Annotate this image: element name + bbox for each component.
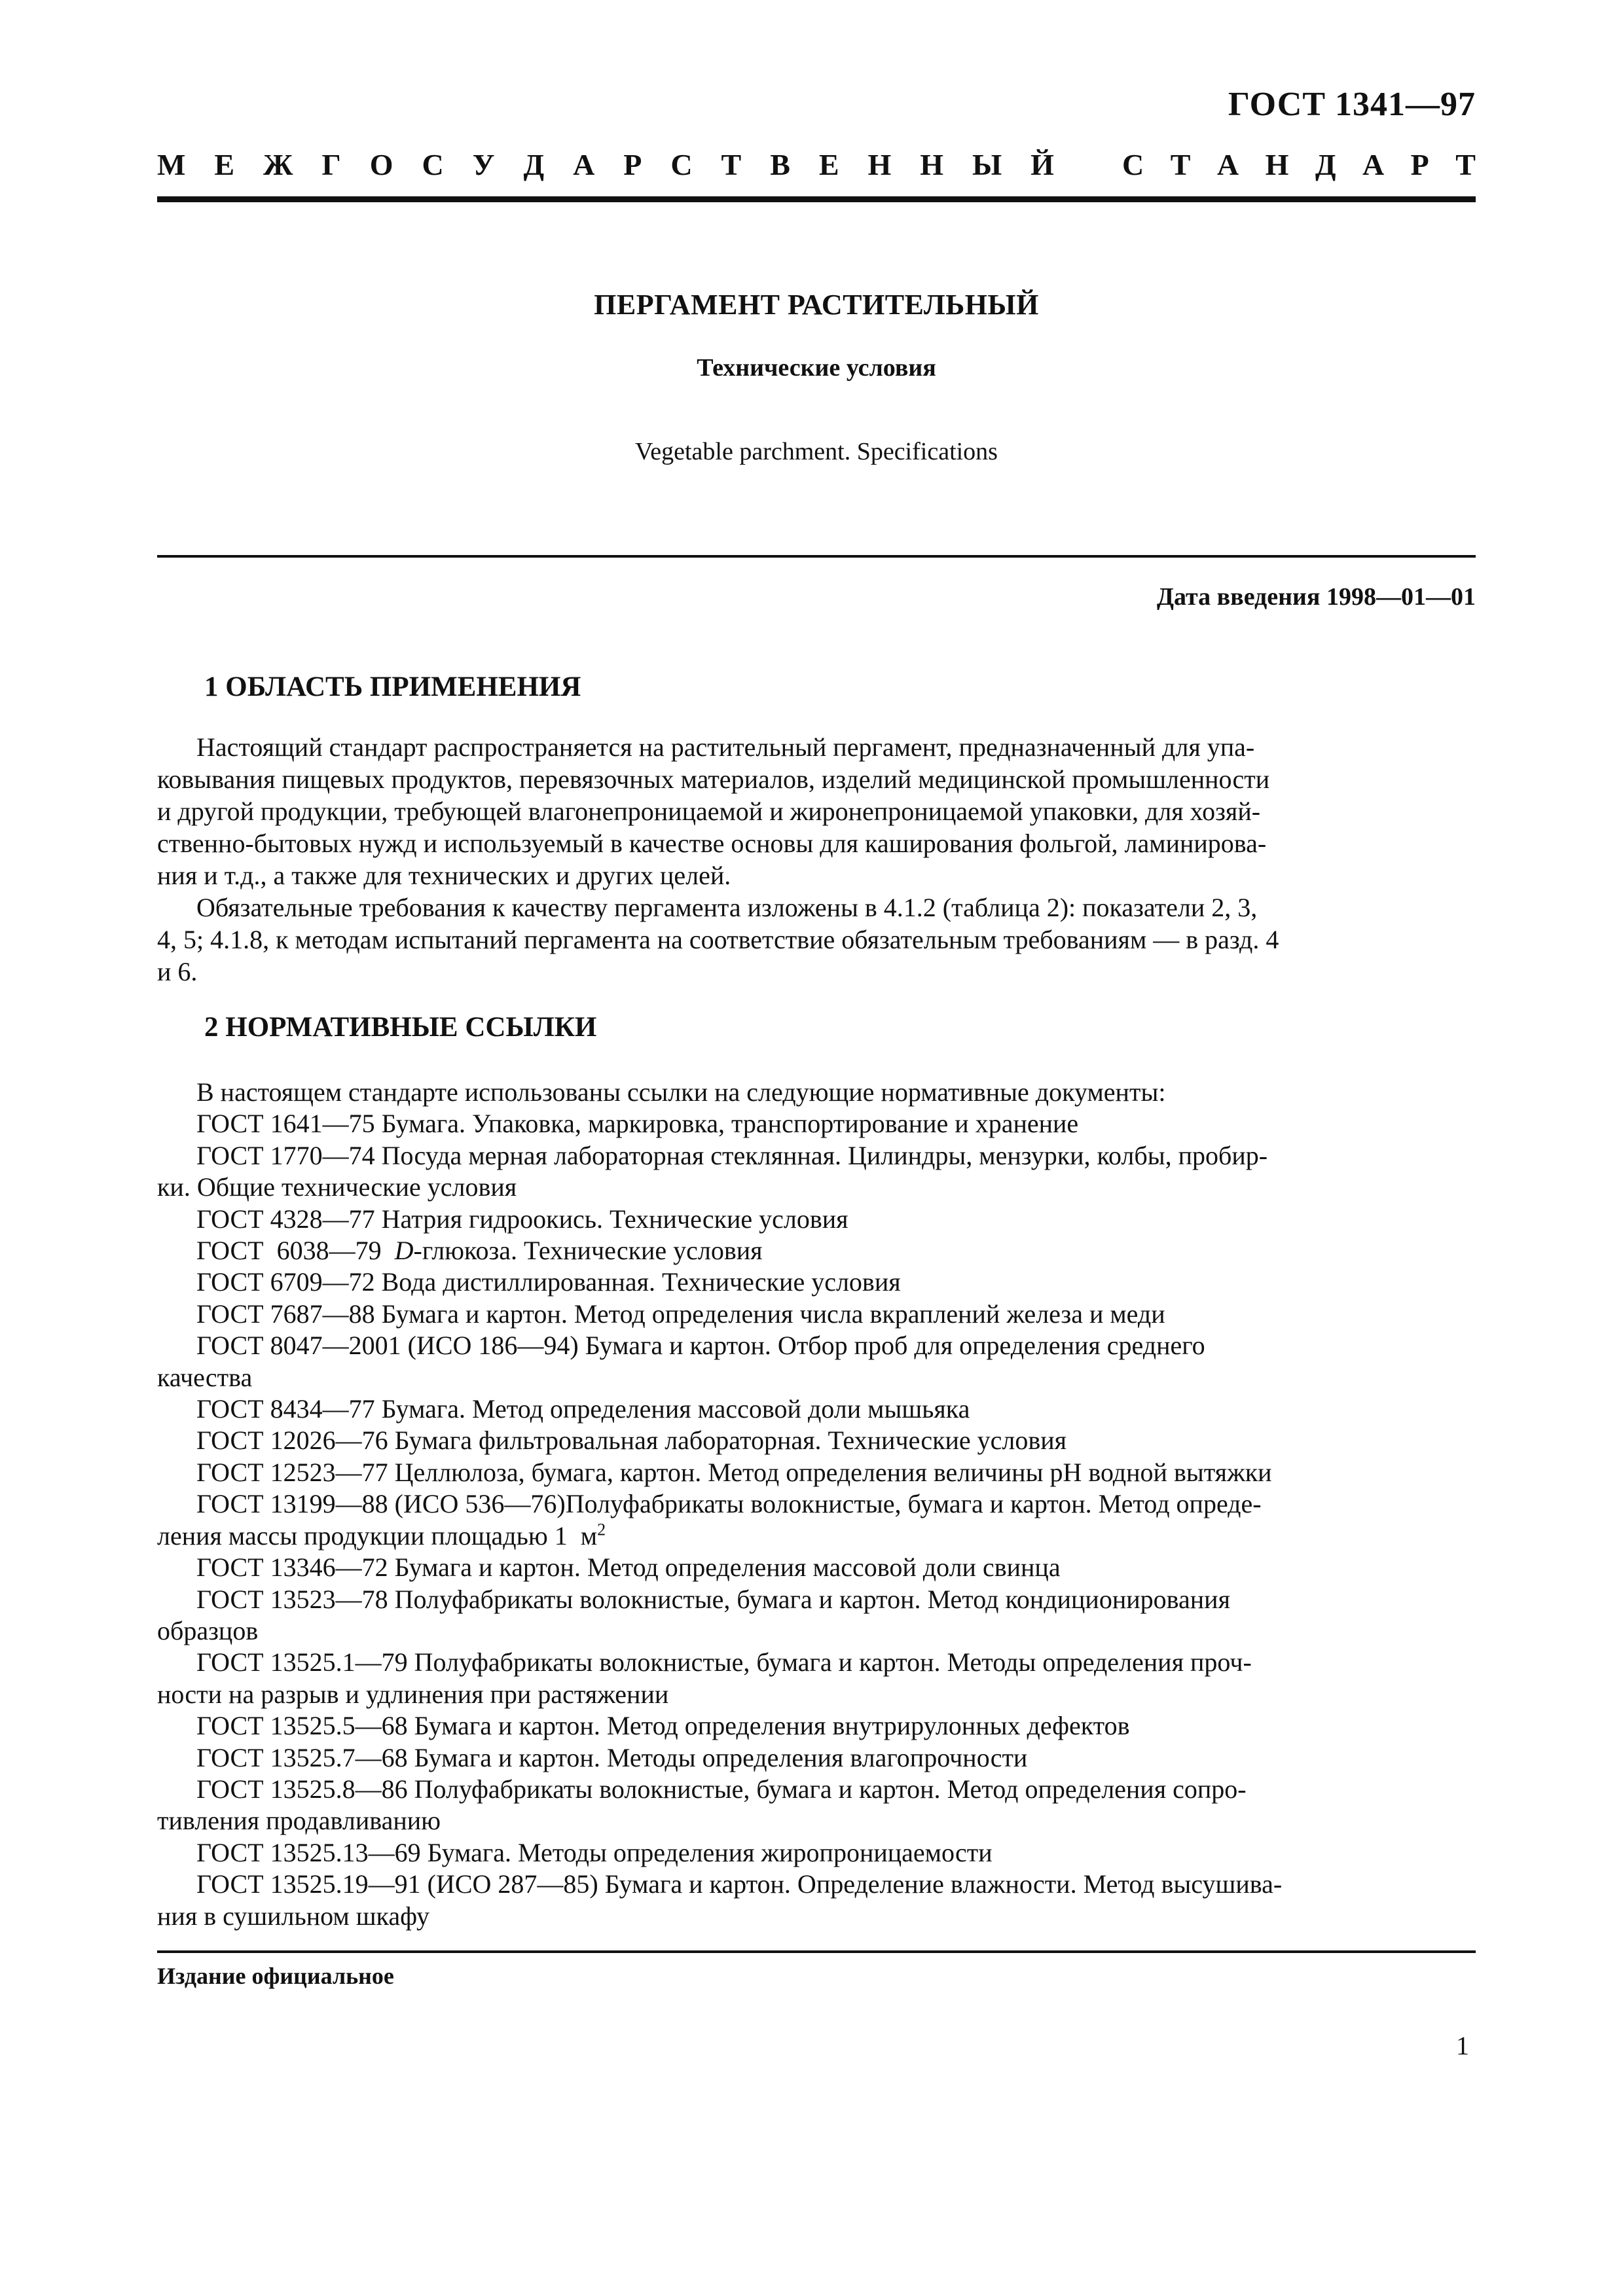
text-line: ковывания пищевых продуктов, перевязочных материалов, изделий медицинской промышленности: [157, 764, 1270, 794]
banner-letter: Т: [1455, 148, 1476, 181]
section-2-heading: 2 НОРМАТИВНЫЕ ССЫЛКИ: [204, 1012, 597, 1043]
reference-item: ГОСТ 7687—88 Бумага и картон. Метод определения числа вкраплений железа и меди: [196, 1299, 1165, 1329]
interstate-standard-banner: [157, 147, 1476, 182]
banner-letter: Н: [920, 148, 944, 181]
banner-letter: С: [670, 148, 693, 181]
reference-item: ГОСТ 13525.19—91 (ИСО 287—85) Бумага и картон. Определение влажности. Метод высушива-: [196, 1869, 1283, 1899]
banner-letter: Р: [623, 148, 642, 181]
document-subtitle: Технические условия: [697, 354, 936, 382]
document-title: ПЕРГАМЕНТ РАСТИТЕЛЬНЫЙ: [594, 289, 1039, 321]
introduction-date: Дата введения 1998—01—01: [1156, 583, 1476, 611]
reference-item: ГОСТ 13525.5—68 Бумага и картон. Метод определения внутрирулонных дефектов: [196, 1711, 1130, 1741]
banner-letter: Е: [818, 148, 839, 181]
banner-letter: Ы: [972, 148, 1002, 181]
section-1-body: [157, 731, 1476, 988]
section-1-heading: 1 ОБЛАСТЬ ПРИМЕНЕНИЯ: [204, 672, 581, 702]
page-number: 1: [1456, 2031, 1469, 2060]
interstate-word: [157, 147, 1054, 182]
gost-number: ГОСТ 1341—97: [1228, 86, 1476, 123]
references-intro: В настоящем стандарте использованы ссылки на следующие нормативные документы:: [196, 1077, 1166, 1107]
reference-item-continuation: ности на разрыв и удлинения при растяжении: [157, 1679, 669, 1709]
text-line: ния и т.д., а также для технических и других целей.: [157, 861, 731, 890]
header-divider: [157, 196, 1476, 202]
reference-item: ГОСТ 13525.8—86 Полуфабрикаты волокнистые, бумага и картон. Метод определения сопро-: [196, 1774, 1247, 1804]
banner-letter: Й: [1030, 148, 1054, 181]
reference-item: ГОСТ 1641—75 Бумага. Упаковка, маркировка, транспортирование и хранение: [196, 1109, 1079, 1139]
reference-code: ГОСТ 6038—79: [196, 1236, 395, 1266]
official-edition-label: Издание официальное: [157, 1963, 394, 1989]
reference-item-continuation: ния в сушильном шкафу: [157, 1901, 429, 1931]
banner-letter: Т: [1170, 148, 1191, 181]
reference-item: ГОСТ 13346—72 Бумага и картон. Метод определения массовой доли свинца: [196, 1552, 1061, 1583]
banner-letter: О: [369, 148, 393, 181]
banner-letter: А: [1216, 148, 1239, 181]
title-divider: [157, 555, 1476, 558]
superscript: 2: [597, 1520, 606, 1539]
banner-letter: А: [1362, 148, 1385, 181]
banner-letter: Д: [523, 148, 545, 181]
reference-item: ГОСТ 12523—77 Целлюлоза, бумага, картон. Метод определения величины pH водной вытяжки: [196, 1457, 1272, 1487]
text-line: 4, 5; 4.1.8, к методам испытаний пергамента на соответствие обязательным требованиям — в разд. 4: [157, 925, 1279, 954]
banner-letter: Е: [214, 148, 235, 181]
text-line: и 6.: [157, 957, 198, 986]
banner-letter: С: [1122, 148, 1144, 181]
banner-letter: А: [573, 148, 595, 181]
reference-item: ГОСТ 1770—74 Посуда мерная лабораторная стеклянная. Цилиндры, мензурки, колбы, пробир-: [196, 1140, 1268, 1170]
banner-letter: Н: [1265, 148, 1289, 181]
text-line: ственно-бытовых нужд и используемый в качестве основы для каширования фольгой, ламинирова-: [157, 829, 1267, 858]
reference-title: -глюкоза. Технические условия: [413, 1236, 763, 1266]
banner-letter: Т: [721, 148, 742, 181]
banner-letter: Д: [1315, 148, 1336, 181]
reference-italic: D: [394, 1236, 414, 1266]
reference-item: ГОСТ 4328—77 Натрия гидроокись. Технические условия: [196, 1204, 848, 1234]
reference-item: ГОСТ 13525.1—79 Полуфабрикаты волокнистые, бумага и картон. Методы определения проч-: [196, 1647, 1252, 1677]
banner-letter: С: [422, 148, 444, 181]
footer-divider: [157, 1950, 1476, 1953]
text-line: и другой продукции, требующей влагонепроницаемой и жиронепроницаемой упаковки, для хозяй-: [157, 797, 1261, 826]
reference-item: [157, 1235, 1476, 1266]
english-title: Vegetable parchment. Specifications: [635, 438, 998, 465]
reference-item: ГОСТ 8047—2001 (ИСО 186—94) Бумага и картон. Отбор проб для определения среднего: [196, 1331, 1205, 1361]
reference-item: ГОСТ 12026—76 Бумага фильтровальная лабораторная. Технические условия: [196, 1426, 1067, 1456]
reference-item: ГОСТ 6709—72 Вода дистиллированная. Технические условия: [196, 1267, 901, 1297]
reference-item: ГОСТ 13523—78 Полуфабрикаты волокнистые, бумага и картон. Метод кондиционирования: [196, 1584, 1230, 1614]
reference-item: ГОСТ 13525.13—69 Бумага. Методы определения жиропроницаемости: [196, 1837, 993, 1867]
banner-letter: Г: [321, 148, 341, 181]
normative-references: [157, 1077, 1476, 1932]
reference-item: ГОСТ 13525.7—68 Бумага и картон. Методы определения влагопрочности: [196, 1742, 1028, 1772]
banner-letter: Р: [1410, 148, 1429, 181]
banner-letter: Н: [867, 148, 892, 181]
reference-item: ГОСТ 13199—88 (ИСО 536—76)Полуфабрикаты волокнистые, бумага и картон. Метод опреде-: [196, 1489, 1262, 1519]
banner-letter: Ж: [263, 148, 293, 181]
banner-letter: М: [157, 148, 186, 181]
reference-item: ГОСТ 8434—77 Бумага. Метод определения массовой доли мышьяка: [196, 1394, 970, 1424]
reference-continuation-text: ления массы продукции площадью 1 м: [157, 1520, 598, 1551]
reference-item-continuation: [157, 1520, 1476, 1552]
banner-letter: У: [472, 148, 495, 181]
reference-item-continuation: образцов: [157, 1615, 259, 1645]
reference-item-continuation: тивления продавливанию: [157, 1806, 441, 1836]
standard-word: [1122, 147, 1476, 182]
reference-item-continuation: качества: [157, 1362, 253, 1392]
text-line: Настоящий стандарт распространяется на растительный пергамент, предназначенный для упа-: [196, 732, 1255, 762]
reference-item-continuation: ки. Общие технические условия: [157, 1172, 517, 1202]
text-line: Обязательные требования к качеству пергамента изложены в 4.1.2 (таблица 2): показатели 2, 3,: [196, 893, 1258, 922]
banner-letter: В: [770, 148, 790, 181]
